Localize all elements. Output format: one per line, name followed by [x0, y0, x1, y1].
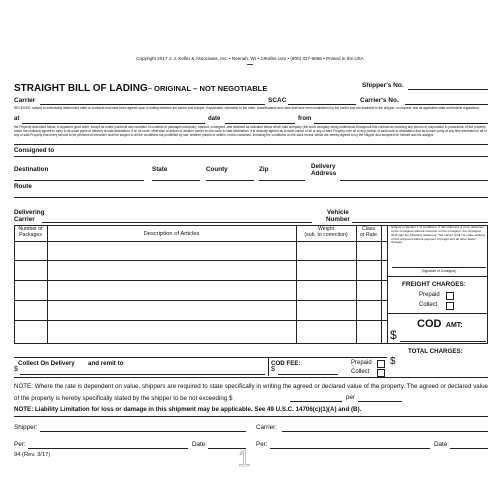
delivering-line1: Delivering	[14, 209, 45, 216]
carriers-no-label: Carrier's No.	[360, 97, 399, 104]
shipper-date-label: Date:	[192, 441, 208, 448]
shippers-no-field[interactable]	[408, 89, 488, 90]
cod-collect-label: Collect	[351, 369, 370, 375]
shipper-field[interactable]	[40, 431, 246, 432]
vehicle-line1: Vehicle	[327, 209, 349, 216]
carrier-sig-label: Carrier:	[256, 424, 277, 431]
col-divider-1	[47, 225, 48, 344]
route-label: Route	[14, 183, 32, 190]
freight-charges-label: FREIGHT CHARGES:	[402, 281, 466, 288]
row-line-2	[14, 280, 387, 281]
cod-amount-field[interactable]	[400, 341, 486, 342]
form-title	[14, 78, 267, 96]
carrier-field[interactable]	[40, 104, 265, 105]
declared-value-note: NOTE: Where the rate is dependent on value, shippers are required to state specifically in writing the agreed or declared value of the property. The agreed or declared value of the property is hereby specifically stated by the shipper to be not exceeding $	[14, 383, 488, 402]
col-class-line1: Class	[362, 226, 375, 232]
vehicle-number-label	[326, 210, 350, 224]
table-header-divider	[14, 241, 387, 242]
date-field[interactable]	[225, 123, 295, 124]
delivery-address-line2: Address	[311, 169, 337, 177]
carrier-per-label: Per:	[256, 441, 268, 448]
col-packages-header	[14, 227, 47, 238]
consignor-signature-field[interactable]	[392, 267, 486, 268]
col-divider-3	[356, 225, 357, 344]
cod-fee-divider	[268, 357, 269, 376]
shippers-no-label: Shipper's No.	[362, 82, 404, 89]
cod-amount-label	[417, 314, 463, 332]
cod-fee-label: COD FEE:	[271, 360, 301, 367]
declared-value-field[interactable]	[290, 401, 342, 402]
amt-label: AMT:	[445, 322, 463, 329]
remit-dollar: $	[14, 366, 18, 373]
freight-prepaid-checkbox[interactable]	[446, 292, 454, 300]
row-line-1	[14, 260, 387, 261]
shipper-per-field[interactable]	[28, 448, 188, 449]
col-divider-2	[296, 225, 297, 344]
cod-prepaid-label: Prepaid	[351, 360, 372, 366]
per-label: per	[346, 394, 355, 401]
from-field[interactable]	[314, 123, 488, 124]
col-class-header	[356, 227, 381, 238]
carrier-date-label: Date:	[434, 441, 450, 448]
at-label: at	[14, 116, 20, 122]
form-number: 94 (Rev. 3/17)	[14, 452, 51, 458]
copyright-line: Copyright 2017 J. J. Keller & Associates, Inc. • Neenah, WI • JJKeller.com • (800) 327-6868 • Printed in the USA	[136, 56, 364, 61]
delivery-address-line1: Delivery	[311, 163, 336, 170]
carrier-per-field[interactable]	[270, 448, 430, 449]
cod-dollar: $	[390, 328, 397, 342]
carrier-label: Carrier	[14, 97, 36, 104]
state-label: State	[152, 166, 168, 173]
consigned-divider	[14, 156, 488, 157]
liability-divider	[14, 416, 488, 417]
col-divider-4	[381, 225, 382, 344]
carrier-date-field[interactable]	[450, 448, 488, 449]
row-line-3	[14, 300, 387, 301]
top-divider	[14, 144, 488, 145]
col-packages-line2: Packages	[19, 231, 42, 238]
received-text: RECEIVED, subject to individually determined rates or contracts that have been agreed upon in writing between the carrier and shipper, if applicable, otherwise to the rates, classifications and rules that have been established by the carrier and are available to the shipper, on request; and all applicable state and federal regulations:	[14, 106, 480, 110]
freight-collect-checkbox[interactable]	[446, 302, 454, 310]
right-divider-1	[387, 276, 488, 277]
col-weight-line2: (sub. to correction)	[304, 231, 348, 238]
total-dollar: $	[390, 356, 396, 367]
col-weight-line1: Weight	[317, 226, 335, 232]
liability-note: NOTE: Liability Limitation for loss or damage in this shipment may be applicable. See 49 U.S.C. 14706(c)(1)(A) and (B).	[14, 406, 362, 413]
at-field[interactable]	[22, 123, 205, 124]
from-label: from	[298, 116, 312, 122]
cod-fee-dollar: $	[271, 366, 275, 373]
per-value-field[interactable]	[358, 401, 402, 402]
shipper-per-label: Per:	[14, 441, 26, 448]
cod-label: COD	[417, 318, 442, 330]
copy-number-outline: 1	[238, 446, 251, 471]
row-line-4	[14, 320, 387, 321]
title-sub: – ORIGINAL – NOT NEGOTIABLE	[147, 84, 268, 93]
date-label: date	[208, 116, 221, 122]
col-class-line2: or Rate	[359, 231, 377, 238]
zip-field[interactable]	[259, 180, 305, 181]
delivering-carrier-label	[14, 210, 44, 224]
cod-row-divider	[14, 357, 387, 358]
title-main: STRAIGHT BILL OF LADING	[14, 83, 148, 94]
destination-label: Destination	[14, 166, 49, 173]
county-label: County	[206, 166, 228, 173]
delivery-address-field[interactable]	[340, 180, 488, 181]
signature-consignor-label: (Signature of Consignor)	[421, 269, 457, 273]
shipper-label: Shipper:	[14, 424, 38, 431]
prepaid-label: Prepaid	[419, 292, 440, 298]
route-field[interactable]	[14, 197, 488, 198]
scac-field[interactable]	[288, 104, 356, 105]
delivery-address-label	[311, 164, 336, 178]
collect-label: Collect	[419, 302, 438, 308]
col-articles-header: Description of Articles	[143, 231, 200, 237]
and-remit-to-label: and remit to	[88, 360, 124, 367]
vehicle-line2: Number	[326, 215, 350, 223]
copyright-dash	[247, 64, 253, 65]
carriers-no-field[interactable]	[405, 104, 488, 105]
total-charges-label: TOTAL CHARGES:	[408, 348, 463, 355]
state-field[interactable]	[152, 180, 200, 181]
section7-text: Subject to Section 7 of conditions, if this shipment is to be delivered to the consignee without recourse on the consignor, the consignor shall sign the following statement: The carrier shall not make delivery of this shipment without payment of freight and all other lawful charges.	[391, 225, 486, 245]
property-text: the Property described below, in apparent good order, except as noted (contents and condition of contents of packages unknown), marked, consigned, and destined as indicated below which said company (the word company being understood throughout this contract as meaning any person or corporation in possession of the property under the contract) agrees to carry to its usual place of delivery at said destination, if on its route, otherwise to deliver to another carrier on the route to said destination. It is mutually agreed as to each carrier of all or any of said Property over all or any portion of said route to destination and as to each party at any time interested in all or any of said Property that every service to be performed hereunder shall be subject to all the conditions not prohibited by law, whether printed or written, herein contained, including the conditions on the back hereof, which are hereby agreed to by the shipper and accepted for himself and his assigns.	[14, 125, 487, 137]
carrier-sig-field[interactable]	[282, 431, 488, 432]
delivering-line2: Carrier	[14, 215, 35, 223]
delivering-carrier-field[interactable]	[42, 222, 312, 223]
collect-on-delivery-label: Collect On Delivery	[18, 360, 75, 367]
consigned-to-label: Consigned to	[14, 147, 55, 154]
col-weight-header	[296, 227, 356, 238]
zip-label: Zip	[259, 166, 269, 173]
cod-collect-checkbox[interactable]	[377, 369, 385, 377]
col-divider-5	[387, 225, 388, 344]
remit-to-field[interactable]	[20, 374, 265, 375]
scac-label: SCAC	[268, 97, 287, 104]
vehicle-number-field[interactable]	[352, 222, 488, 223]
cod-fee-field[interactable]	[278, 374, 338, 375]
notes-divider	[14, 377, 488, 378]
cod-prepaid-checkbox[interactable]	[377, 360, 385, 368]
county-field[interactable]	[206, 180, 254, 181]
col-packages-line1: Number of	[18, 226, 43, 232]
destination-field[interactable]	[14, 180, 144, 181]
